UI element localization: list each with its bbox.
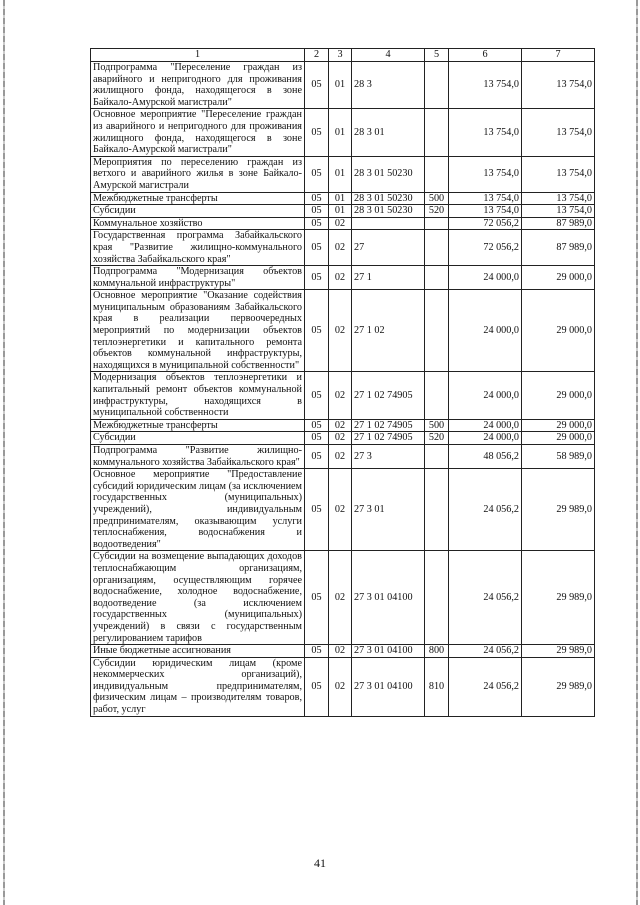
cell-expense-type — [425, 372, 449, 419]
table-row — [91, 230, 595, 266]
cell-subsection: 02 — [329, 290, 352, 372]
cell-amount-2: 29 000,0 — [522, 266, 595, 290]
cell-target-article: 27 1 02 74905 — [352, 432, 425, 445]
cell-section: 05 — [305, 266, 329, 290]
cell-section: 05 — [305, 205, 329, 218]
cell-section: 05 — [305, 645, 329, 658]
cell-name: Субсидии на возмещение выпадающих доходов теплоснабжающим организациям, организациям, осуществляющим горячее водоснабжение, холодное водоснабжение, водоотведение (за исключением государственных (муниципальных) учреждений) в связи с государственным регулированием тарифов — [91, 551, 305, 645]
cell-section: 05 — [305, 156, 329, 192]
cell-expense-type: 520 — [425, 205, 449, 218]
cell-subsection: 02 — [329, 217, 352, 230]
cell-expense-type — [425, 109, 449, 156]
cell-expense-type: 810 — [425, 657, 449, 716]
cell-section: 05 — [305, 445, 329, 469]
cell-name: Межбюджетные трансферты — [91, 192, 305, 205]
cell-target-article: 27 — [352, 230, 425, 266]
cell-name: Субсидии — [91, 432, 305, 445]
cell-target-article: 27 3 01 — [352, 469, 425, 551]
table-row — [91, 217, 595, 230]
cell-expense-type — [425, 217, 449, 230]
table-row — [91, 266, 595, 290]
cell-subsection: 01 — [329, 62, 352, 109]
cell-target-article: 27 3 — [352, 445, 425, 469]
cell-amount-2: 58 989,0 — [522, 445, 595, 469]
cell-name: Межбюджетные трансферты — [91, 419, 305, 432]
cell-subsection: 02 — [329, 230, 352, 266]
cell-name: Основное мероприятие "Оказание содействия муниципальным образованиям Забайкальского края в реализации первоочередных мероприятий по модернизации объектов теплоэнергетики и капитального ремонта объектов коммунальной инфраструктуры, находящихся в муниципальной собственности" — [91, 290, 305, 372]
cell-subsection: 02 — [329, 469, 352, 551]
cell-amount-2: 87 989,0 — [522, 217, 595, 230]
cell-subsection: 01 — [329, 192, 352, 205]
cell-amount-2: 29 989,0 — [522, 645, 595, 658]
cell-amount-1: 13 754,0 — [449, 156, 522, 192]
cell-target-article: 27 1 02 74905 — [352, 419, 425, 432]
cell-subsection: 02 — [329, 445, 352, 469]
cell-amount-1: 13 754,0 — [449, 109, 522, 156]
table-row — [91, 469, 595, 551]
table-row — [91, 551, 595, 645]
scan-edge-left — [3, 0, 5, 905]
cell-subsection: 02 — [329, 432, 352, 445]
cell-target-article: 27 1 02 — [352, 290, 425, 372]
cell-expense-type — [425, 156, 449, 192]
cell-amount-1: 24 000,0 — [449, 432, 522, 445]
header-name: 1 — [91, 49, 305, 62]
cell-amount-2: 29 000,0 — [522, 290, 595, 372]
table-row — [91, 372, 595, 419]
cell-target-article: 27 3 01 04100 — [352, 551, 425, 645]
cell-amount-1: 24 056,2 — [449, 657, 522, 716]
table-row — [91, 109, 595, 156]
cell-amount-2: 13 754,0 — [522, 205, 595, 218]
cell-target-article: 28 3 01 50230 — [352, 205, 425, 218]
cell-target-article: 28 3 01 50230 — [352, 192, 425, 205]
cell-name: Подпрограмма "Развитие жилищно-коммунального хозяйства Забайкальского края" — [91, 445, 305, 469]
cell-section: 05 — [305, 551, 329, 645]
cell-name: Коммунальное хозяйство — [91, 217, 305, 230]
cell-expense-type: 520 — [425, 432, 449, 445]
cell-target-article: 27 1 02 74905 — [352, 372, 425, 419]
header-row — [91, 49, 595, 62]
cell-expense-type — [425, 62, 449, 109]
table-row — [91, 62, 595, 109]
cell-subsection: 02 — [329, 372, 352, 419]
cell-target-article: 28 3 — [352, 62, 425, 109]
cell-amount-2: 29 000,0 — [522, 419, 595, 432]
cell-name: Мероприятия по переселению граждан из ветхого и аварийного жилья в зоне Байкало-Амурской магистрали — [91, 156, 305, 192]
table-body — [91, 62, 595, 717]
cell-expense-type — [425, 290, 449, 372]
cell-amount-1: 72 056,2 — [449, 230, 522, 266]
header-section: 2 — [305, 49, 329, 62]
budget-table — [90, 48, 595, 717]
cell-section: 05 — [305, 657, 329, 716]
cell-section: 05 — [305, 62, 329, 109]
cell-amount-1: 72 056,2 — [449, 217, 522, 230]
header-amount-1: 6 — [449, 49, 522, 62]
cell-amount-2: 13 754,0 — [522, 62, 595, 109]
cell-section: 05 — [305, 230, 329, 266]
cell-amount-2: 29 989,0 — [522, 551, 595, 645]
cell-expense-type: 500 — [425, 192, 449, 205]
table-row — [91, 657, 595, 716]
cell-amount-1: 24 000,0 — [449, 290, 522, 372]
cell-target-article: 28 3 01 — [352, 109, 425, 156]
cell-amount-2: 29 000,0 — [522, 372, 595, 419]
cell-name: Иные бюджетные ассигнования — [91, 645, 305, 658]
cell-section: 05 — [305, 109, 329, 156]
header-target-article: 4 — [352, 49, 425, 62]
header-expense-type: 5 — [425, 49, 449, 62]
cell-target-article: 27 3 01 04100 — [352, 645, 425, 658]
cell-section: 05 — [305, 372, 329, 419]
cell-amount-1: 24 056,2 — [449, 551, 522, 645]
cell-expense-type — [425, 230, 449, 266]
cell-target-article: 28 3 01 50230 — [352, 156, 425, 192]
table-row — [91, 156, 595, 192]
cell-name: Модернизация объектов теплоэнергетики и капитальный ремонт объектов коммунальной инфраструктуры, находящихся в муниципальной собственности — [91, 372, 305, 419]
cell-amount-1: 48 056,2 — [449, 445, 522, 469]
scan-edge-right — [636, 0, 638, 905]
cell-amount-2: 13 754,0 — [522, 109, 595, 156]
cell-expense-type: 800 — [425, 645, 449, 658]
cell-name: Основное мероприятие "Переселение граждан из аварийного и непригодного для проживания жилищного фонда, находящегося в зоне Байкало-Амурской магистрали" — [91, 109, 305, 156]
cell-amount-1: 13 754,0 — [449, 62, 522, 109]
cell-expense-type — [425, 445, 449, 469]
cell-target-article: 27 1 — [352, 266, 425, 290]
cell-expense-type — [425, 266, 449, 290]
cell-subsection: 01 — [329, 156, 352, 192]
cell-name: Подпрограмма "Модернизация объектов коммунальной инфраструктуры" — [91, 266, 305, 290]
cell-name: Подпрограмма "Переселение граждан из аварийного и непригодного для проживания жилищного фонда, находящегося в зоне Байкало-Амурской магистрали" — [91, 62, 305, 109]
cell-subsection: 02 — [329, 266, 352, 290]
cell-expense-type: 500 — [425, 419, 449, 432]
page-number: 41 — [314, 856, 326, 870]
table-row — [91, 445, 595, 469]
table-row — [91, 290, 595, 372]
cell-subsection: 01 — [329, 205, 352, 218]
cell-name: Основное мероприятие "Предоставление субсидий юридическим лицам (за исключением государственных (муниципальных) учреждений), индивидуальным предпринимателям, оказывающим услуги теплоснабжения, водоснабжения и водоотведения" — [91, 469, 305, 551]
cell-section: 05 — [305, 290, 329, 372]
cell-amount-1: 24 056,2 — [449, 469, 522, 551]
cell-name: Государственная программа Забайкальского края "Развитие жилищно-коммунального хозяйства Забайкальского края" — [91, 230, 305, 266]
cell-amount-2: 87 989,0 — [522, 230, 595, 266]
header-subsection: 3 — [329, 49, 352, 62]
cell-target-article — [352, 217, 425, 230]
cell-subsection: 02 — [329, 551, 352, 645]
cell-subsection: 01 — [329, 109, 352, 156]
header-amount-2: 7 — [522, 49, 595, 62]
table-row — [91, 205, 595, 218]
table-row — [91, 432, 595, 445]
cell-amount-1: 13 754,0 — [449, 192, 522, 205]
cell-subsection: 02 — [329, 419, 352, 432]
cell-target-article: 27 3 01 04100 — [352, 657, 425, 716]
cell-section: 05 — [305, 469, 329, 551]
cell-amount-1: 24 000,0 — [449, 372, 522, 419]
table-row — [91, 645, 595, 658]
cell-amount-2: 13 754,0 — [522, 156, 595, 192]
table-row — [91, 419, 595, 432]
cell-subsection: 02 — [329, 645, 352, 658]
cell-amount-1: 24 000,0 — [449, 266, 522, 290]
cell-section: 05 — [305, 432, 329, 445]
cell-amount-1: 24 000,0 — [449, 419, 522, 432]
cell-amount-1: 13 754,0 — [449, 205, 522, 218]
cell-amount-1: 24 056,2 — [449, 645, 522, 658]
cell-amount-2: 29 989,0 — [522, 469, 595, 551]
cell-amount-2: 29 989,0 — [522, 657, 595, 716]
cell-amount-2: 13 754,0 — [522, 192, 595, 205]
cell-section: 05 — [305, 419, 329, 432]
cell-expense-type — [425, 469, 449, 551]
cell-expense-type — [425, 551, 449, 645]
cell-section: 05 — [305, 192, 329, 205]
cell-section: 05 — [305, 217, 329, 230]
cell-amount-2: 29 000,0 — [522, 432, 595, 445]
cell-subsection: 02 — [329, 657, 352, 716]
cell-name: Субсидии — [91, 205, 305, 218]
table-row — [91, 192, 595, 205]
cell-name: Субсидии юридическим лицам (кроме некоммерческих организаций), индивидуальным предпринимателям, физическим лицам – производителям товаров, работ, услуг — [91, 657, 305, 716]
